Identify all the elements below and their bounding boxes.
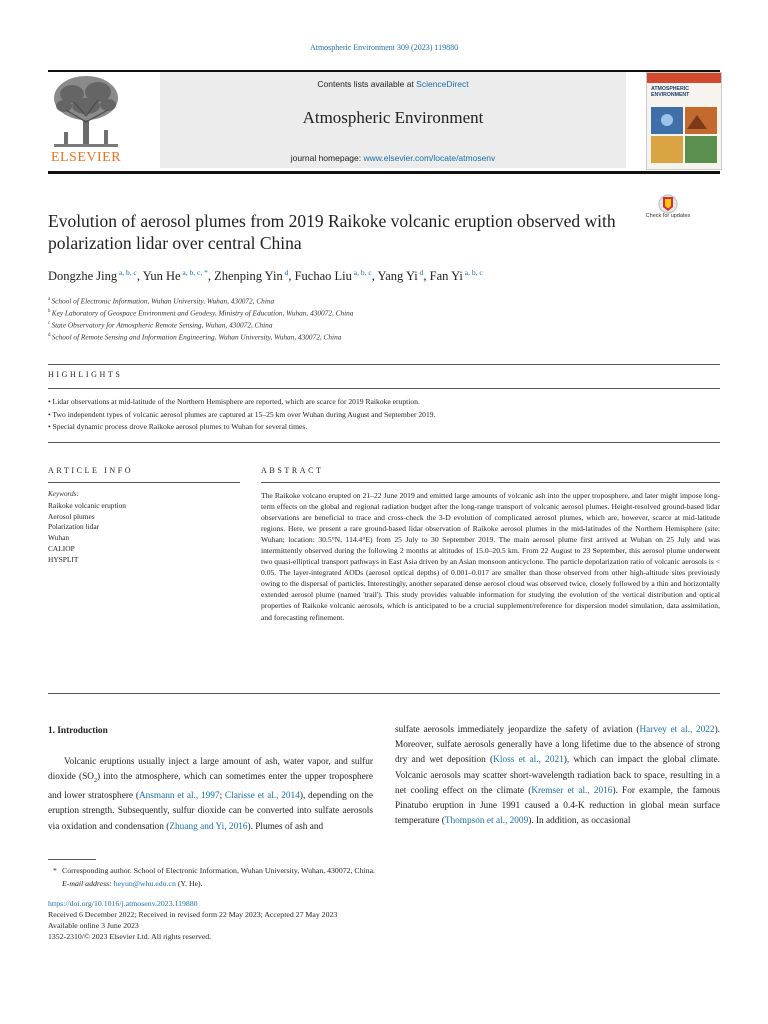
author-list (48, 268, 688, 284)
intro-subscript: 2 (94, 778, 98, 785)
journal-reference-link[interactable]: Atmospheric Environment 309 (2023) 119880 (309, 43, 459, 52)
citation-link[interactable]: Clarisse et al., 2014 (224, 791, 300, 802)
intro-text: ), depending on the eruption strength. Subsequently, sulfur dioxide can be converted into sulfate aerosols via oxidation and condensation ( (48, 791, 373, 832)
highlights-heading: HIGHLIGHTS (48, 370, 123, 379)
introduction-heading: 1. Introduction (48, 726, 108, 736)
highlights-top-rule (48, 364, 720, 365)
affiliation-item (48, 307, 688, 319)
contents-line (160, 79, 626, 89)
intro-text: ). Plumes of ash and (247, 821, 324, 832)
affiliation-item (48, 331, 688, 343)
keywords-label: Keywords: (48, 490, 79, 498)
author-name[interactable]: Yang Yi (377, 269, 418, 284)
keywords-list (48, 501, 126, 565)
citation-link[interactable]: Ansmann et al., 1997 (138, 791, 220, 802)
journal-title: Atmospheric Environment (302, 108, 484, 127)
abstract-bottom-rule (48, 693, 720, 694)
author-affiliation-marks[interactable]: d (417, 268, 424, 277)
intro-text: ), which can impact the global climate. Volcanic aerosols may scatter short-wavelength radiation back to space, resulting in a net cooling effect on the climate ( (395, 755, 720, 796)
header-bottom-rule (48, 171, 720, 174)
intro-text: ) into the atmosphere, which can sometimes enter the upper troposphere and lower stratosphere ( (48, 772, 374, 802)
author-separator: , (288, 269, 295, 284)
author-name[interactable]: Fan Yi (429, 269, 463, 284)
affiliation-item (48, 295, 688, 307)
journal-cover-thumbnail[interactable] (646, 72, 722, 170)
intro-text: ). In addition, as occasional (528, 816, 631, 827)
author-separator: , (371, 269, 378, 284)
intro-text: sulfate aerosols immediately jeopardize the safety of aviation ( (395, 725, 640, 735)
author-separator: , (423, 269, 430, 284)
author-separator: , (207, 269, 215, 284)
highlight-item: • Two independent types of volcanic aerosol plumes are captured at 15–25 km over Wuhan during August and September 2019. (48, 409, 436, 419)
affiliation-list (48, 295, 688, 343)
introduction-left-column (48, 755, 373, 835)
author-affiliation-marks[interactable]: d (282, 268, 289, 277)
corresponding-author-note: * Corresponding author. School of Electronic Information, Wuhan University, Wuhan, 430072, China. (53, 866, 375, 875)
intro-text: Volcanic eruptions usually inject a large amount of ash, water vapor, and sulfur dioxide (SO (48, 757, 373, 783)
author-name[interactable]: Fuchao Liu (294, 269, 352, 284)
author-affiliation-marks[interactable]: a, b, c (351, 268, 372, 277)
corresponding-footnote (48, 864, 720, 890)
keyword-item: HYSPLIT (48, 554, 79, 564)
citation-link[interactable]: Harvey et al., 2022 (639, 725, 715, 735)
affiliation-mark: d (48, 332, 52, 338)
crossmark-label[interactable]: Check for updates (645, 213, 691, 219)
email-link[interactable]: heyun@whu.edu.cn (113, 879, 176, 888)
citation-link[interactable]: Thompson et al., 2009 (444, 816, 529, 827)
highlights-bottom-rule (48, 442, 720, 443)
affiliation-mark: b (48, 308, 52, 314)
affiliation-mark: c (48, 320, 52, 326)
keyword-item: Aerosol plumes (48, 511, 95, 521)
author-name[interactable]: Yun He (142, 269, 181, 284)
sciencedirect-link[interactable]: ScienceDirect (416, 79, 469, 89)
author-affiliation-marks[interactable]: a, b, c (117, 268, 137, 277)
cover-title: ATMOSPHERIC ENVIRONMENT (651, 86, 690, 98)
affiliation-item (48, 319, 688, 331)
publication-info (48, 898, 720, 942)
intro-text: ; (219, 791, 225, 802)
affiliation-text: School of Electronic Information, Wuhan University, Wuhan, 430072, China (51, 296, 275, 306)
author-name[interactable]: Dongzhe Jing (48, 269, 118, 284)
author-affiliation-marks[interactable]: a, b, c, * (180, 268, 208, 277)
affiliation-text: State Observatory for Atmospheric Remote Sensing, Wuhan, 430072, China (51, 320, 273, 330)
doi-link[interactable]: https://doi.org/10.1016/j.atmosenv.2023.119880 (48, 899, 198, 908)
crossmark-icon[interactable] (651, 194, 685, 230)
affiliation-mark: a (48, 297, 52, 302)
elsevier-wordmark: ELSEVIER (50, 150, 122, 165)
citation-link[interactable]: Kremser et al., 2016 (531, 785, 613, 796)
affiliation-text: School of Remote Sensing and Information Engineering, Wuhan University, Wuhan, 430072, China (51, 332, 342, 342)
author-affiliation-marks[interactable]: a, b, c (462, 268, 483, 277)
paper-title: Evolution of aerosol plumes from 2019 Raikoke volcanic eruption observed with polarization lidar over central China (48, 211, 616, 253)
cover-band (647, 73, 721, 83)
keyword-item: CALIOP (48, 543, 75, 553)
cover-image (651, 107, 717, 163)
article-info-heading: ARTICLE INFO (48, 466, 134, 475)
abstract-rule (261, 482, 720, 483)
email-note (48, 877, 720, 890)
email-suffix: (Y. He). (175, 879, 203, 888)
footnote-rule (48, 859, 96, 860)
highlight-item: • Special dynamic process drove Raikoke aerosol plumes to Wuhan for several times. (48, 422, 308, 431)
introduction-right-column (395, 723, 720, 829)
author-separator: , (136, 269, 143, 284)
abstract-text: The Raikoke volcano erupted on 21–22 June 2019 and emitted large amounts of volcanic ash into the upper troposphere, and later might impose long-term effects on the global and regional radiation budget after the long-range transport of volcanic aerosol plumes. Height-resolved ground-based lidar observations are beneficial to trace and cross-check the 3-D evolution of complicated aerosol plumes, which are, however, scarce at mid-latitude regions. Here, we present a rare ground-based lidar observation of Raikoke aerosol plumes in the mid-latitudes of the Northern Hemisphere (site: Wuhan; location: 30.5°N, 114.4°E) from 25 July to 30 September 2019. The main aerosol plume first arrived at Wuhan on 25 July and was intermittently observed during the following 2 months at altitudes of 15.0–20.5 km. From 22 August to 23 September, this aerosol plume underwent two quasi-elliptical transport pathways in East Asia driven by an Asian monsoon anticyclone. The particle depolarization ratio of volcanic aerosols is < 0.05. The layer-integrated AODs (aerosol optical depths) of 0.001–0.017 are smaller than those observed from other high-altitude sites previously owing to the dispersal of particles. Interestingly, another separated dense aerosol cloud was observed twice, closely followed by a thin and horizontally extended aerosol plume (named 'trail'). This study provides valuable information for studying the evolution of the vertical distribution and optical properties of Raikoke volcanic aerosols, which is anticipated to be a crucial supplement/reference for dispersion model simulation, data assimilation, and forecasting refinement. (261, 491, 720, 622)
highlight-item: • Lidar observations at mid-latitude of the Northern Hemisphere are reported, which are scarce for 2019 Raikoke eruption. (48, 397, 420, 406)
available-online: Available online 3 June 2023 (48, 921, 139, 930)
homepage-link[interactable]: www.elsevier.com/locate/atmosenv (363, 153, 496, 163)
affiliation-text: Key Laboratory of Geospace Environment and Geodesy, Ministry of Education, Wuhan, 430072, China (51, 308, 354, 318)
highlights-list (48, 396, 720, 434)
keyword-item: Wuhan (48, 533, 70, 543)
abstract-heading: ABSTRACT (261, 466, 324, 475)
author-name[interactable]: Zhenping Yin (214, 269, 283, 284)
homepage-line (160, 153, 626, 163)
intro-text: ). For example, the famous Pinatubo eruption in June 1991 caused a 0.4-K reduction in global mean surface temperature ( (395, 785, 720, 827)
article-info-rule (48, 482, 240, 483)
citation-link[interactable]: Kloss et al., 2021 (493, 755, 564, 766)
homepage-prefix: journal homepage: (290, 153, 364, 163)
keyword-item: Raikoke volcanic eruption (48, 501, 126, 510)
received-dates: Received 6 December 2022; Received in revised form 22 May 2023; Accepted 27 May 2023 (48, 910, 338, 919)
contents-prefix: Contents lists available at (317, 79, 417, 89)
highlights-label-rule (48, 388, 720, 389)
copyright-line: 1352-2310/© 2023 Elsevier Ltd. All rights reserved. (48, 932, 212, 941)
intro-text: ). Moreover, sulfate aerosols generally have a long lifetime due to the absence of strong dry and wet deposition ( (395, 725, 720, 766)
email-label: E-mail address: (62, 879, 114, 888)
citation-link[interactable]: Zhuang and Yi, 2016 (169, 821, 248, 832)
keyword-item: Polarization lidar (48, 522, 100, 532)
